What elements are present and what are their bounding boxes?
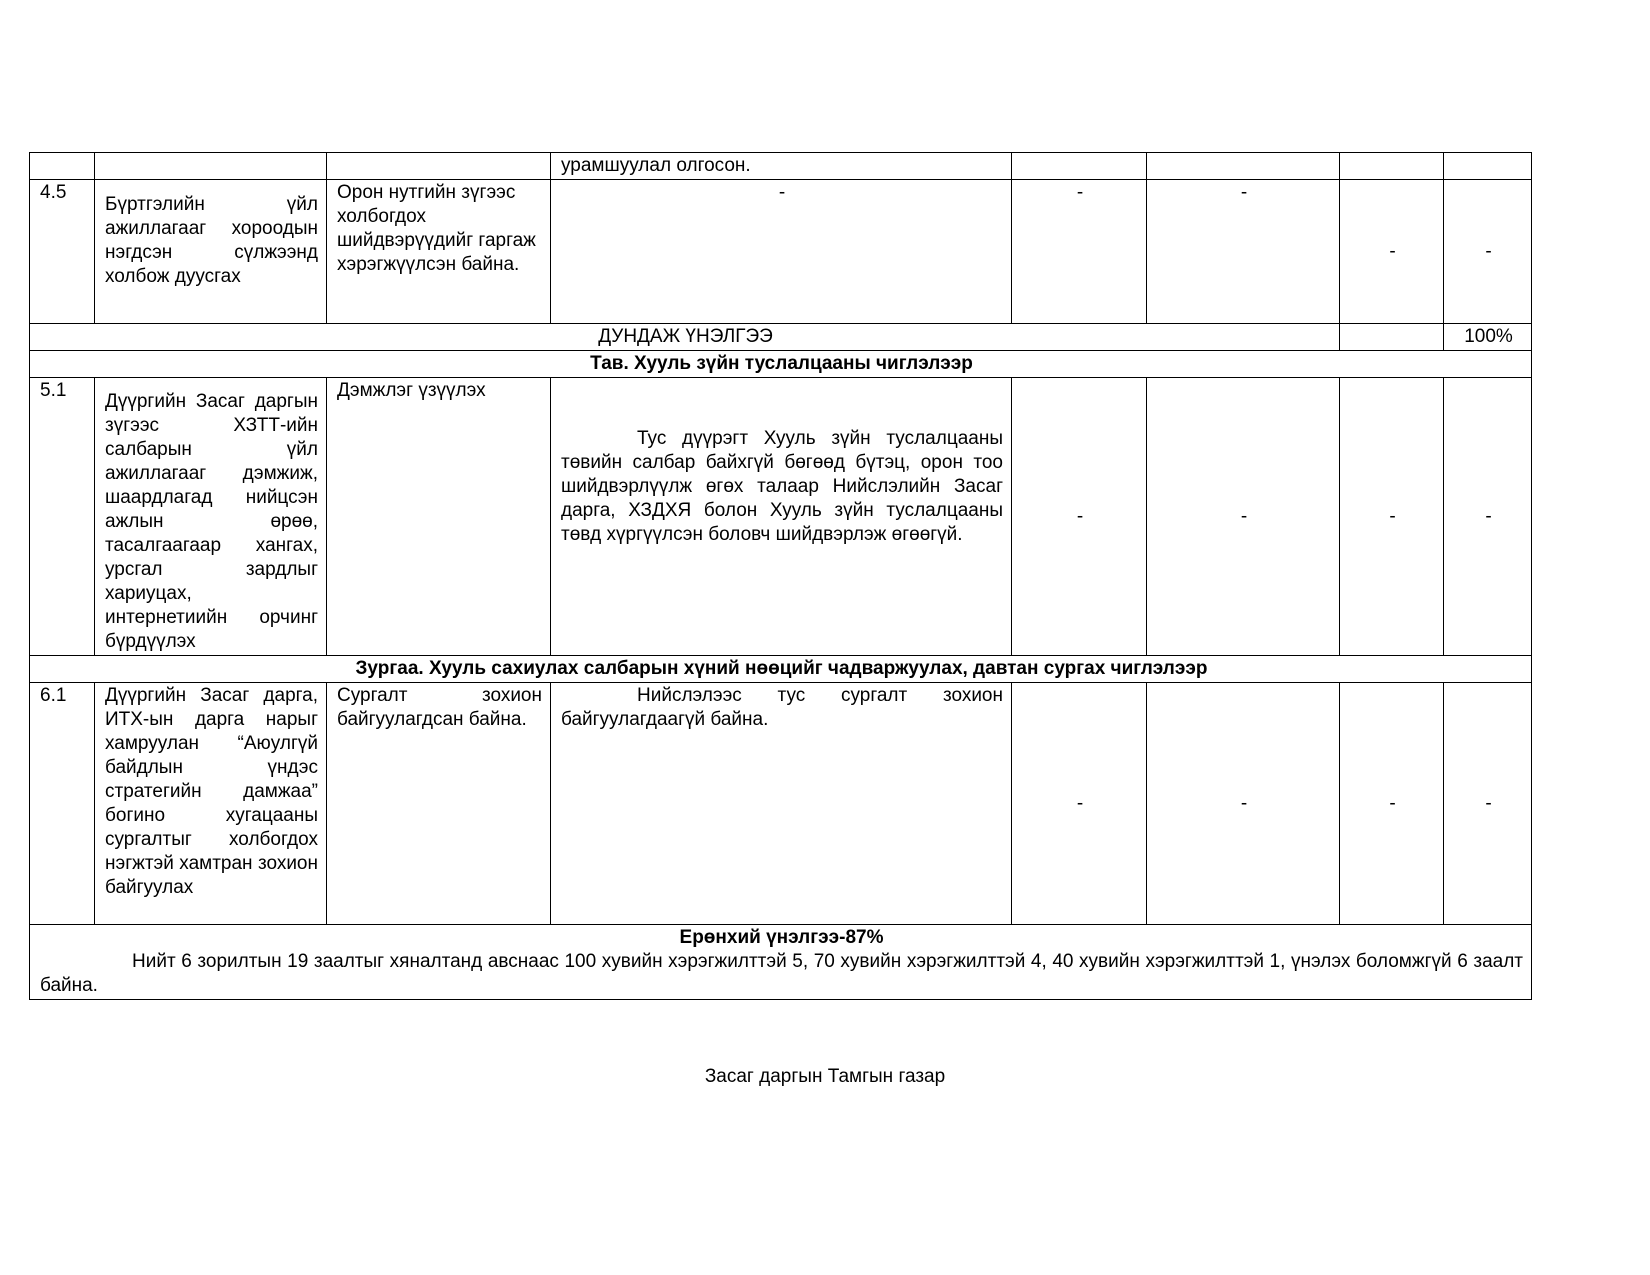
indicator-cell: Орон нутгийн зүгээс холбогдох шийдвэрүүдийг гаргаж хэрэгжүүлсэн байна. xyxy=(327,180,551,324)
cell-c8 xyxy=(1444,153,1532,180)
footer-organization: Засаг даргын Тамгын газар xyxy=(704,1066,946,1087)
summary-cell xyxy=(30,925,1532,1000)
section-heading-row xyxy=(30,656,1532,683)
task-cell: Дүүргийн Засаг дарга, ИТХ-ын дарга нарыг хамруулан “Аюулгүй байдлын үндэс стратегийн дамжаа” богино хугацааны сургалтыг холбогдох нэгжтэй хамтран зохион байгуулах xyxy=(95,683,327,925)
table-row-4-5 xyxy=(30,180,1532,324)
cell-c8: - xyxy=(1444,180,1532,324)
task-cell: Бүртгэлийн үйл ажиллагааг хороодын нэгдсэн сүлжээнд холбож дуусгах xyxy=(95,180,327,324)
row-number: 6.1 xyxy=(30,683,95,925)
cell-c7 xyxy=(1340,153,1444,180)
cell-c7: - xyxy=(1340,378,1444,656)
table-row-average xyxy=(30,324,1532,351)
indicator-cell: Сургалт зохион байгуулагдсан байна. xyxy=(327,683,551,925)
cell-result: урамшуулал олгосон. xyxy=(551,153,1012,180)
assessment-table xyxy=(29,152,1532,1000)
summary-row xyxy=(30,925,1532,1000)
average-label: ДУНДАЖ ҮНЭЛГЭЭ xyxy=(30,324,1340,351)
cell-c8: - xyxy=(1444,378,1532,656)
cell-num xyxy=(30,153,95,180)
cell-c5: - xyxy=(1012,683,1147,925)
task-cell: Дүүргийн Засаг даргын зүгээс ХЗТТ-ийн салбарын үйл ажиллагааг дэмжиж, шаардлагад нийцсэн ажлын өрөө, тасалгаагаар хангах, урсгал зардлыг хариуцах, интернетиийн орчинг бүрдүүлэх xyxy=(95,378,327,656)
average-value: 100% xyxy=(1444,324,1532,351)
row-number: 5.1 xyxy=(30,378,95,656)
table-row-continuation xyxy=(30,153,1532,180)
cell-task xyxy=(95,153,327,180)
row-number: 4.5 xyxy=(30,180,95,324)
cell-indicator xyxy=(327,153,551,180)
result-cell: Нийслэлээс тус сургалт зохион байгуулагдаагүй байна. xyxy=(551,683,1012,925)
result-cell: - xyxy=(551,180,1012,324)
cell-c5: - xyxy=(1012,378,1147,656)
section-heading: Зургаа. Хууль сахиулах салбарын хүний нөөцийг чадваржуулах, давтан сургах чиглэлээр xyxy=(30,656,1532,683)
section-heading: Тав. Хууль зүйн туслалцааны чиглэлээр xyxy=(30,351,1532,378)
cell-c7: - xyxy=(1340,683,1444,925)
summary-text: Нийт 6 зорилтын 19 заалтыг хяналтанд авснаас 100 хувийн хэрэгжилттэй 5, 70 хувийн хэрэгжилттэй 4, 40 хувийн хэрэгжилттэй 1, үнэлэх боломжгүй 6 заалт байна. xyxy=(40,951,1523,996)
section-heading-row xyxy=(30,351,1532,378)
cell-c6: - xyxy=(1147,180,1340,324)
cell-c6: - xyxy=(1147,378,1340,656)
cell-c7 xyxy=(1340,324,1444,351)
result-cell: Тус дүүрэгт Хууль зүйн туслалцааны төвийн салбар байхгүй бөгөөд бүтэц, орон тоо шийдвэрлүүлж өгөх талаар Нийслэлийн Засаг дарга, ХЗДХЯ болон Хууль зүйн туслалцааны төвд хүргүүлсэн боловч шийдвэрлэж өгөөгүй. xyxy=(551,378,1012,656)
table-row-6-1 xyxy=(30,683,1532,925)
cell-c5 xyxy=(1012,153,1147,180)
indicator-cell: Дэмжлэг үзүүлэх xyxy=(327,378,551,656)
table-row-5-1 xyxy=(30,378,1532,656)
summary-title: Ерөнхий үнэлгээ-87% xyxy=(679,927,884,948)
cell-c7: - xyxy=(1340,180,1444,324)
cell-c6 xyxy=(1147,153,1340,180)
cell-c8: - xyxy=(1444,683,1532,925)
cell-c6: - xyxy=(1147,683,1340,925)
cell-c5: - xyxy=(1012,180,1147,324)
